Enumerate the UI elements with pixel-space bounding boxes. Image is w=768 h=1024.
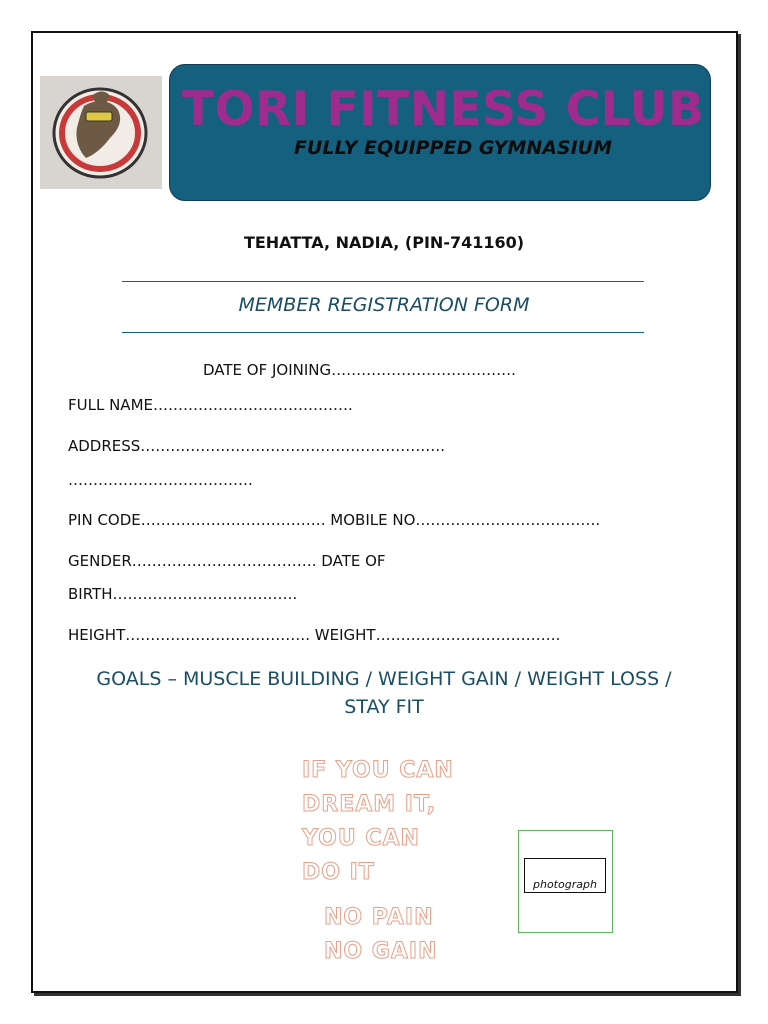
date-of-joining-field[interactable]: DATE OF JOINING………………………………. <box>203 361 516 379</box>
goals-text <box>62 665 706 721</box>
club-tagline: FULLY EQUIPPED GYMNASIUM <box>293 137 613 159</box>
quote-line: DREAM IT, <box>302 792 437 817</box>
quote-line: DO IT <box>302 860 375 885</box>
quote-line: IF YOU CAN <box>302 758 454 783</box>
quote-line: YOU CAN <box>302 826 420 851</box>
quote-line: NO GAIN <box>324 939 438 964</box>
address-field[interactable]: ADDRESS……………………………………………………. <box>68 437 446 455</box>
full-name-field[interactable]: FULL NAME…………………………………. <box>68 396 353 414</box>
quote-line: NO PAIN <box>324 905 434 930</box>
height-weight-field[interactable]: HEIGHT………………………………. WEIGHT………………………………. <box>68 626 561 644</box>
photo-label: photograph <box>533 878 597 891</box>
logo-seal-icon <box>40 76 162 189</box>
club-address: TEHATTA, NADIA, (PIN-741160) <box>243 233 525 252</box>
address-field-line2[interactable]: ………………………………. <box>68 471 253 489</box>
club-logo <box>40 76 162 189</box>
motivational-quote <box>302 754 454 890</box>
photo-label-box <box>524 858 606 893</box>
slogan-quote <box>324 901 437 969</box>
birth-field[interactable]: BIRTH………………………………. <box>68 585 298 603</box>
title-rule-bottom <box>122 332 644 333</box>
goals-line-1: GOALS – MUSCLE BUILDING / WEIGHT GAIN / WEIGHT LOSS / <box>96 668 672 690</box>
title-rule-top <box>122 281 644 282</box>
goals-line-2: STAY FIT <box>344 696 424 718</box>
club-name: TORI FITNESS CLUB <box>182 82 705 137</box>
form-title: MEMBER REGISTRATION FORM <box>238 294 530 316</box>
gender-dob-field[interactable]: GENDER………………………………. DATE OF <box>68 552 386 570</box>
pin-mobile-field[interactable]: PIN CODE………………………………. MOBILE NO………………………………. <box>68 511 601 529</box>
